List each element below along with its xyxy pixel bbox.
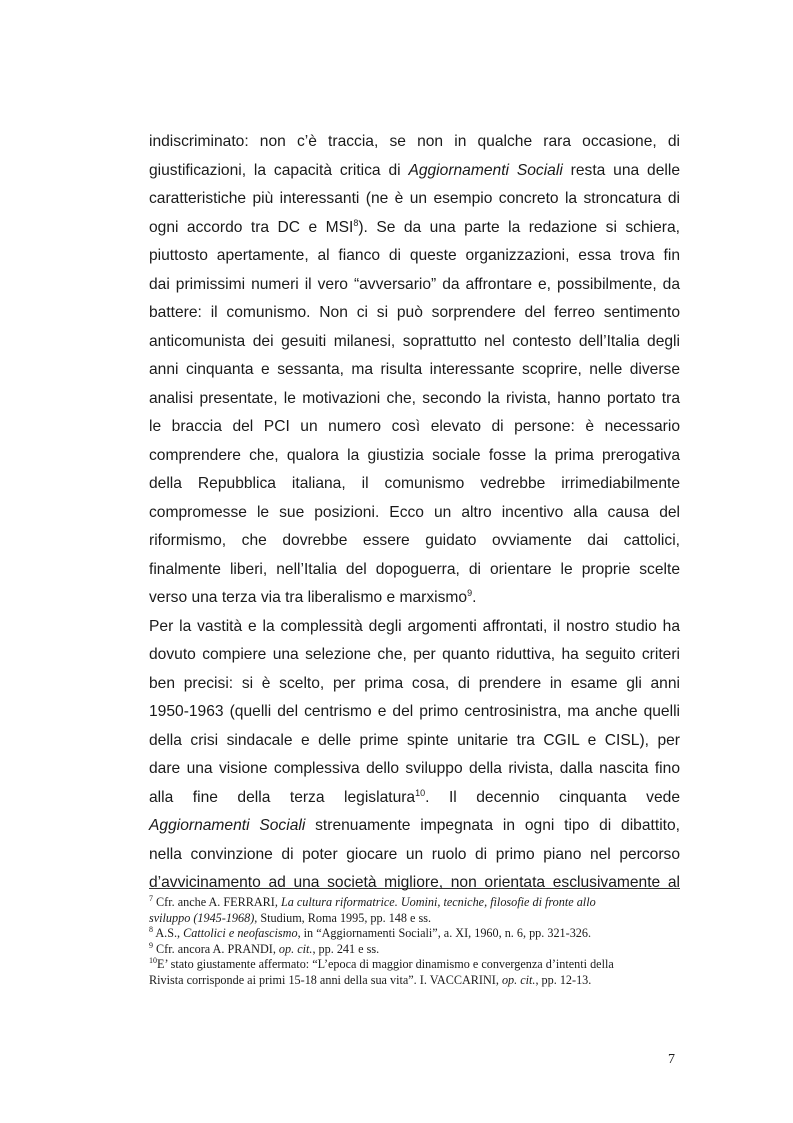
- body-line: battere: il comunismo. Non ci si può sorprendere del ferreo sentimento: [149, 304, 680, 321]
- text-run: A.S.,: [153, 926, 184, 941]
- body-line: le braccia del PCI un numero così elevato di persone: è necessario: [149, 418, 680, 435]
- body-line: della crisi sindacale e delle prime spinte unitarie tra CGIL e CISL), per: [149, 731, 680, 749]
- body-line: [149, 784, 680, 813]
- body-line: compromesse le sue posizioni. Ecco un altro incentivo alla causa del: [149, 503, 680, 521]
- body-line: [149, 584, 680, 613]
- text-run: strenuamente impegnata in ogni tipo di dibattito,: [305, 817, 680, 834]
- body-line: dovuto compiere una selezione che, per quanto riduttiva, ha seguito criteri: [149, 646, 680, 663]
- body-line: finalmente liberi, nell’Italia del dopoguerra, di orientare le proprie scelte: [149, 560, 680, 578]
- footnote-separator: [149, 888, 680, 889]
- body-line: ben precisi: si è scelto, per prima cosa, di prendere in esame gli anni: [149, 674, 680, 692]
- footnote-number: 7: [149, 894, 153, 903]
- text-run: giustificazioni, la capacità critica di: [149, 161, 409, 179]
- text-run: verso una terza via tra liberalismo e marxismo: [149, 589, 468, 606]
- body-line: Per la vastità e la complessità degli argomenti affrontati, il nostro studio ha: [149, 617, 680, 635]
- text-run: . Il decennio cinquanta vede: [425, 788, 680, 806]
- text-run: , pp. 12-13.: [535, 972, 592, 987]
- text-run: resta una delle: [562, 161, 680, 179]
- body-line: nella convinzione di poter giocare un ruolo di primo piano nel percorso: [149, 845, 680, 863]
- body-text: [149, 128, 680, 898]
- body-line: d’avvicinamento ad una società migliore, non orientata esclusivamente al: [149, 874, 680, 891]
- footnote-ref: 8: [353, 217, 359, 228]
- text-run: ogni accordo tra DC e MSI: [149, 218, 354, 236]
- citation-title: Cattolici e neofascismo: [183, 926, 298, 941]
- page-number: 7: [668, 1052, 675, 1067]
- body-line: dai primissimi numeri il vero “avversario” da affrontare e, possibilmente, da: [149, 275, 680, 293]
- body-line: [149, 214, 680, 243]
- body-line: piuttosto apertamente, al fianco di queste organizzazioni, essa trova fin: [149, 247, 680, 264]
- body-line: [149, 812, 680, 841]
- body-line: comprendere che, qualora la giustizia sociale fosse la prima prerogativa: [149, 446, 680, 464]
- footnote-9: [149, 942, 689, 958]
- footnote-number: 9: [149, 940, 153, 950]
- body-line: anni cinquanta e sessanta, ma risulta interessante scoprire, nelle diverse: [149, 361, 680, 378]
- body-line: 1950-1963 (quelli del centrismo e del primo centrosinistra, ma anche quelli: [149, 703, 680, 720]
- text-run: E’ stato giustamente affermato: “L’epoca di maggior dinamismo e convergenza d’intenti della: [157, 957, 614, 972]
- citation-title: op. cit.: [278, 941, 313, 956]
- footnotes: [149, 895, 689, 989]
- footnote-8: [149, 926, 689, 942]
- text-run: Cfr. anche A. FERRARI,: [153, 895, 281, 909]
- footnote-7: [149, 895, 689, 911]
- footnote-number: 8: [149, 925, 153, 935]
- journal-title: Aggiornamenti Sociali: [149, 817, 306, 834]
- footnote-10-continued: [149, 973, 689, 989]
- citation-title: sviluppo (1945-1968): [149, 910, 255, 925]
- body-line: dare una visione complessiva dello sviluppo della rivista, dalla nascita fino: [149, 760, 680, 777]
- text-run: , Studium, Roma 1995, pp. 148 e ss.: [254, 910, 432, 925]
- footnote-ref: 9: [467, 588, 473, 598]
- citation-title: op. cit.: [501, 972, 536, 987]
- footnote-7-continued: [149, 911, 689, 927]
- text-run: alla fine della terza legislatura: [149, 788, 416, 806]
- text-run: Rivista corrisponde ai primi 15-18 anni della sua vita”. I. VACCARINI,: [149, 972, 502, 987]
- text-run: ). Se da una parte la redazione si schiera,: [358, 218, 680, 236]
- footnote-ref: 10: [415, 787, 426, 798]
- body-line: analisi presentate, le motivazioni che, secondo la rivista, hanno portato tra: [149, 389, 680, 407]
- footnote-10: [149, 957, 689, 973]
- citation-title: La cultura riformatrice. Uomini, tecniche, filosofie di fronte allo: [280, 895, 596, 909]
- body-line: anticomunista dei gesuiti milanesi, soprattutto nel contesto dell’Italia degli: [149, 332, 680, 350]
- body-line: riformismo, che dovrebbe essere guidato ovviamente dai cattolici,: [149, 532, 680, 549]
- body-line: indiscriminato: non c’è traccia, se non in qualche rara occasione, di: [149, 133, 680, 150]
- footnote-number: 10: [149, 956, 157, 966]
- text-run: Cfr. ancora A. PRANDI,: [153, 941, 279, 956]
- body-line: caratteristiche più interessanti (ne è un esempio concreto la stroncatura di: [149, 190, 680, 207]
- journal-title: Aggiornamenti Sociali: [408, 161, 563, 179]
- text-run: .: [472, 589, 477, 606]
- body-line: [149, 157, 680, 186]
- body-line: della Repubblica italiana, il comunismo vedrebbe irrimediabilmente: [149, 475, 680, 492]
- text-run: , pp. 241 e ss.: [312, 941, 380, 956]
- text-run: , in “Aggiornamenti Sociali”, a. XI, 1960, n. 6, pp. 321-326.: [297, 926, 592, 941]
